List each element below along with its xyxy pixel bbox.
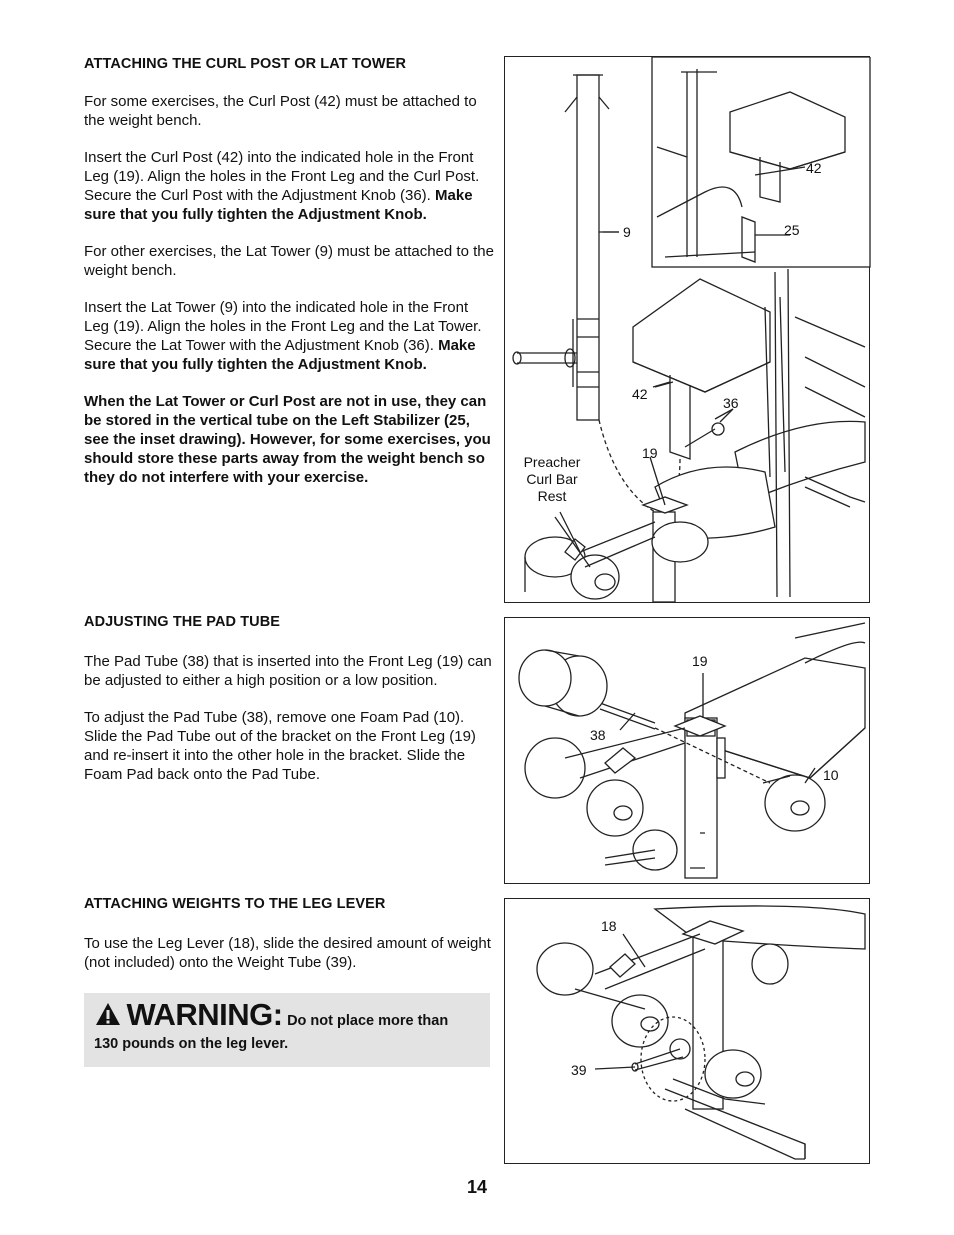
- callout-19: 19: [642, 445, 658, 461]
- callout-19: 19: [692, 653, 708, 669]
- figure-drawing: [505, 618, 871, 885]
- paragraph: [84, 148, 494, 224]
- callout-curl-bar: Curl Bar: [526, 471, 578, 487]
- warning-box: [84, 993, 490, 1067]
- section-heading: ADJUSTING THE PAD TUBE: [84, 614, 281, 630]
- paragraph: The Pad Tube (38) that is inserted into the Front Leg (19) can be adjusted to either a high position or a low position.: [84, 653, 492, 689]
- paragraph-emphasis: Make sure that you fully tighten the Adjustment Knob.: [84, 187, 473, 223]
- section-leg-lever: [84, 895, 494, 972]
- figure-curl-post-lat-tower: [504, 56, 870, 603]
- callout-38: 38: [590, 727, 606, 743]
- storage-note: When the Lat Tower or Curl Post are not in use, they can be stored in the vertical tube on the Left Stabilizer (25, see the inset drawing). However, for some exercises, you should store these parts away from the weight bench so they do not interfere with your exercise.: [84, 393, 491, 486]
- callout-25: 25: [784, 222, 800, 238]
- warning-triangle-icon: [94, 1001, 122, 1027]
- warning-text: 130 pounds on the leg lever.: [94, 1036, 289, 1052]
- paragraph: [84, 298, 494, 374]
- callout-9: 9: [623, 224, 631, 240]
- section-heading: ATTACHING THE CURL POST OR LAT TOWER: [84, 56, 407, 72]
- paragraph: To adjust the Pad Tube (38), remove one Foam Pad (10). Slide the Pad Tube out of the bracket on the Front Leg (19) and re-insert it into the other hole in the bracket. Slide the Foam Pad back onto the Pad Tube.: [84, 709, 476, 783]
- paragraph-text: Insert the Lat Tower (9) into the indicated hole in the Front Leg (19). Align the holes in the Front Leg and the Lat Tower. Secure the Lat Tower with the Adjustment Knob (36).: [84, 299, 482, 354]
- callout-10: 10: [823, 767, 839, 783]
- paragraph-text: Insert the Curl Post (42) into the indicated hole in the Front Leg (19). Align the holes in the Front Leg and the Curl Post. Secure the Curl Post with the Adjustment Knob (36).: [84, 149, 480, 204]
- callout-36: 36: [723, 395, 739, 411]
- callout-rest: Rest: [537, 488, 567, 504]
- warning-text: Do not place more than: [287, 1013, 449, 1029]
- figure-leg-lever: [504, 898, 870, 1164]
- figure-pad-tube: [504, 617, 870, 884]
- callout-42: 42: [806, 160, 822, 176]
- callout-39: 39: [571, 1062, 587, 1078]
- section-heading: ATTACHING WEIGHTS TO THE LEG LEVER: [84, 896, 386, 912]
- paragraph: For some exercises, the Curl Post (42) must be attached to the weight bench.: [84, 93, 477, 129]
- warning-title: WARNING:: [126, 997, 283, 1032]
- callout-18: 18: [601, 918, 617, 934]
- page-number: 14: [466, 1177, 488, 1197]
- section-curl-post: [84, 55, 494, 487]
- paragraph-emphasis: Make sure that you fully tighten the Adjustment Knob.: [84, 337, 476, 373]
- section-pad-tube: [84, 613, 494, 784]
- paragraph: To use the Leg Lever (18), slide the desired amount of weight (not included) onto the Weight Tube (39).: [84, 935, 491, 971]
- figure-drawing: [505, 899, 871, 1165]
- paragraph: For other exercises, the Lat Tower (9) must be attached to the weight bench.: [84, 243, 494, 279]
- figure-drawing: [505, 57, 871, 604]
- callout-preacher: Preacher: [523, 454, 581, 470]
- callout-42: 42: [632, 386, 648, 402]
- warning-line: [94, 997, 448, 1033]
